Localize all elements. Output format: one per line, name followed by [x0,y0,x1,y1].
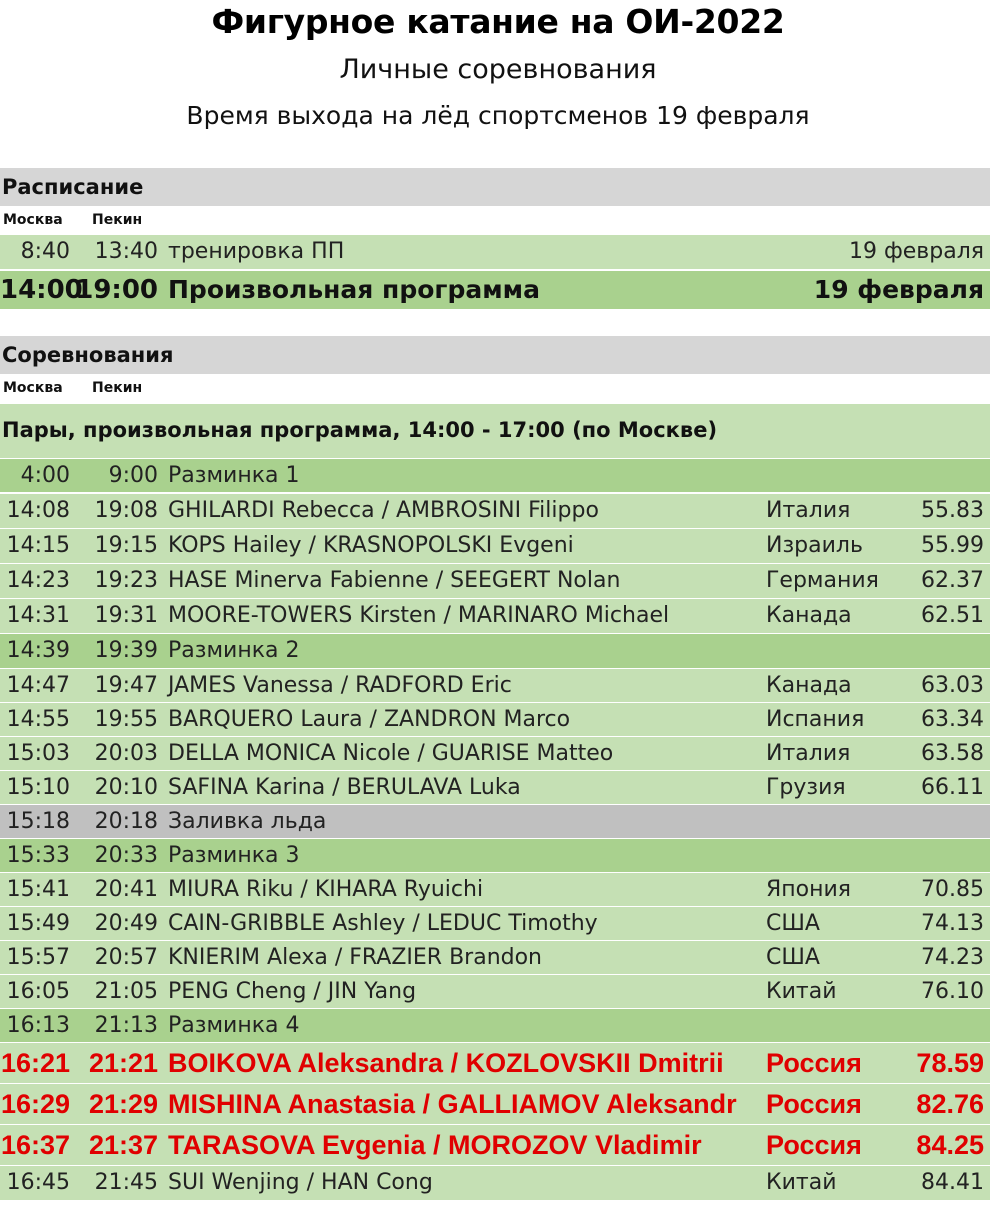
beijing-time: 20:33 [94,843,158,868]
table-row [0,564,990,598]
warmup-row [0,459,990,492]
table-row [0,529,990,563]
score: 62.37 [921,568,984,593]
competition-column-headers [0,376,990,402]
score: 78.59 [916,1048,984,1078]
pair-name: KNIERIM Alexa / FRAZIER Brandon [168,945,542,970]
beijing-time: 21:05 [94,979,158,1004]
country: Канада [766,673,852,698]
beijing-time: 19:47 [94,673,158,698]
schedule-section-title: Расписание [0,168,990,206]
beijing-time: 13:40 [94,239,158,264]
moscow-time: 14:08 [6,498,70,523]
table-row [0,494,990,528]
country: Россия [766,1089,862,1119]
event-name: Разминка 1 [168,463,300,488]
page-title: Фигурное катание на ОИ-2022 [211,2,785,41]
moscow-time: 14:15 [6,533,70,558]
country: Китай [766,1170,837,1195]
beijing-time: 19:31 [94,603,158,628]
moscow-time: 15:03 [6,741,70,766]
beijing-time: 21:13 [94,1013,158,1038]
pair-name: HASE Minerva Fabienne / SEEGERT Nolan [168,568,621,593]
moscow-time: 16:05 [6,979,70,1004]
score: 55.83 [921,498,984,523]
moscow-time: 15:49 [6,911,70,936]
col-moscow: Москва [3,212,63,228]
moscow-time: 4:00 [20,463,70,488]
pair-name: GHILARDI Rebecca / AMBROSINI Filippo [168,498,599,523]
pair-name: SAFINA Karina / BERULAVA Luka [168,775,521,800]
pair-name: DELLA MONICA Nicole / GUARISE Matteo [168,741,614,766]
schedule-row-free-program [0,271,990,309]
moscow-time: 14:00 [0,275,83,305]
beijing-time: 19:08 [94,498,158,523]
moscow-time: 14:39 [6,638,70,663]
table-row [0,599,990,633]
moscow-time: 14:31 [6,603,70,628]
country: Испания [766,707,865,732]
moscow-time: 15:10 [6,775,70,800]
country: Канада [766,603,852,628]
schedule-row-practice [0,235,990,269]
warmup-row [0,839,990,872]
moscow-time: 15:33 [6,843,70,868]
table-row [0,771,990,804]
beijing-time: 9:00 [108,463,158,488]
event-name: тренировка ПП [168,239,345,264]
table-row [0,669,990,702]
beijing-time: 21:29 [88,1089,158,1119]
moscow-time: 16:13 [6,1013,70,1038]
score: 84.25 [916,1130,984,1160]
event-date: 19 февраля [813,275,984,304]
moscow-time: 8:40 [20,239,70,264]
table-row [0,873,990,906]
table-row [0,737,990,770]
country: Израиль [766,533,863,558]
beijing-time: 20:57 [94,945,158,970]
score: 55.99 [921,533,984,558]
table-row [0,1125,990,1165]
moscow-time: 15:41 [6,877,70,902]
pair-name: JAMES Vanessa / RADFORD Eric [168,673,512,698]
page-subtitle: Личные соревнования [339,54,657,85]
pair-name: KOPS Hailey / KRASNOPOLSKI Evgeni [168,533,574,558]
beijing-time: 20:18 [94,809,158,834]
group-title-row [0,404,990,458]
pair-name: BOIKOVA Aleksandra / KOZLOVSKII Dmitrii [168,1048,724,1078]
beijing-time: 19:39 [94,638,158,663]
moscow-time: 16:45 [6,1170,70,1195]
beijing-time: 20:41 [94,877,158,902]
competition-section-title: Соревнования [0,336,990,374]
score: 82.76 [916,1089,984,1119]
col-moscow: Москва [3,380,63,396]
ice-resurfacing-row [0,805,990,838]
score: 84.41 [921,1170,984,1195]
moscow-time: 14:47 [6,673,70,698]
event-name: Произвольная программа [168,275,540,304]
group-title: Пары, произвольная программа, 14:00 - 17:00 (по Москве) [2,418,718,442]
score: 66.11 [921,775,984,800]
score: 76.10 [921,979,984,1004]
score: 74.23 [921,945,984,970]
score: 74.13 [921,911,984,936]
moscow-time: 16:37 [0,1130,70,1160]
table-row [0,1166,990,1200]
score: 63.34 [921,707,984,732]
pair-name: SUI Wenjing / HAN Cong [168,1170,433,1195]
country: США [766,911,820,936]
score: 62.51 [921,603,984,628]
event-name: Разминка 2 [168,638,300,663]
pair-name: CAIN-GRIBBLE Ashley / LEDUC Timothy [168,911,598,936]
moscow-time: 16:29 [0,1089,70,1119]
pair-name: MOORE-TOWERS Kirsten / MARINARO Michael [168,603,670,628]
table-row [0,703,990,736]
event-name: Разминка 3 [168,843,300,868]
country: Россия [766,1048,862,1078]
schedule-column-headers [0,208,990,234]
pair-name: TARASOVA Evgenia / MOROZOV Vladimir [168,1130,702,1160]
warmup-row [0,634,990,668]
table-row [0,1043,990,1083]
beijing-time: 19:15 [94,533,158,558]
moscow-time: 14:23 [6,568,70,593]
score: 63.03 [921,673,984,698]
country: США [766,945,820,970]
beijing-time: 20:03 [94,741,158,766]
table-row [0,975,990,1008]
col-beijing: Пекин [92,380,143,396]
beijing-time: 20:10 [94,775,158,800]
country: Италия [766,498,851,523]
beijing-time: 21:37 [88,1130,158,1160]
page-subtitle-date: Время выхода на лёд спортсменов 19 февраля [186,101,810,130]
moscow-time: 15:57 [6,945,70,970]
beijing-time: 21:21 [88,1048,158,1078]
table-row [0,1084,990,1124]
table-row [0,941,990,974]
pair-name: BARQUERO Laura / ZANDRON Marco [168,707,571,732]
country: Грузия [766,775,846,800]
pair-name: MIURA Riku / KIHARA Ryuichi [168,877,484,902]
beijing-time: 19:00 [75,275,158,305]
pair-name: MISHINA Anastasia / GALLIAMOV Aleksandr [168,1089,737,1119]
country: Япония [766,877,852,902]
country: Германия [766,568,879,593]
table-row [0,907,990,940]
moscow-time: 15:18 [6,809,70,834]
pair-name: PENG Cheng / JIN Yang [168,979,417,1004]
warmup-row [0,1009,990,1042]
score: 63.58 [921,741,984,766]
beijing-time: 21:45 [94,1170,158,1195]
moscow-time: 14:55 [6,707,70,732]
col-beijing: Пекин [92,212,143,228]
event-name: Разминка 4 [168,1013,300,1038]
event-name: Заливка льда [168,809,327,834]
country: Китай [766,979,837,1004]
country: Россия [766,1130,862,1160]
beijing-time: 20:49 [94,911,158,936]
event-date: 19 февраля [848,239,984,264]
score: 70.85 [921,877,984,902]
beijing-time: 19:23 [94,568,158,593]
country: Италия [766,741,851,766]
moscow-time: 16:21 [0,1048,70,1078]
beijing-time: 19:55 [94,707,158,732]
